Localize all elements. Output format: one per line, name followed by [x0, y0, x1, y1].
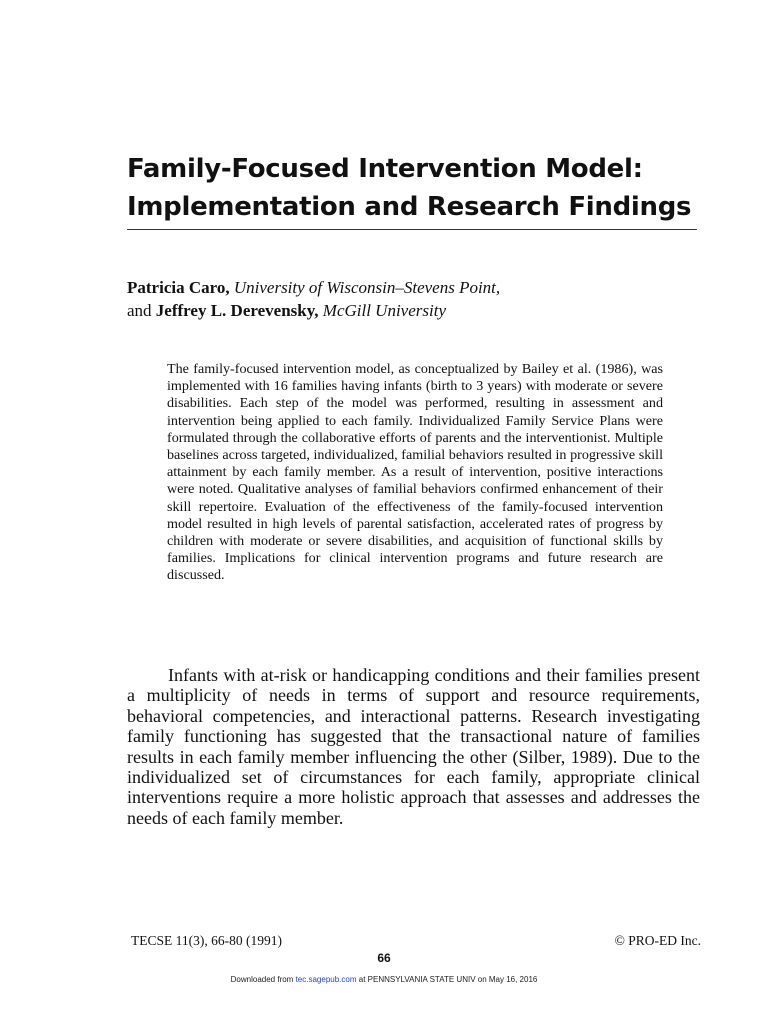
author-name-1: Patricia Caro,: [127, 278, 230, 297]
title-line-1: Family-Focused Intervention Model:: [127, 154, 643, 184]
author-conjunction: and: [127, 301, 152, 320]
abstract-paragraph: The family-focused intervention model, as conceptualized by Bailey et al. (1986), was implemented with 16 families having infants (birth to 3 years) with moderate or severe disabilities. Each step of the model was performed, resulting in assessment and intervention being applied to each family. Individualized Family Service Plans were formulated through the collaborative efforts of parents and the interventionist. Multiple baselines across targeted, individualized, familial behaviors resulted in progressive skill attainment by each family member. As a result of intervention, positive interactions were noted. Qualitative analyses of familial behaviors confirmed enhancement of their skill repertoire. Evaluation of the effectiveness of the family-focused intervention model resulted in high levels of parental satisfaction, accelerated rates of progress by children with moderate or severe disabilities, and acquisition of functional skills by families. Implications for clinical intervention programs and future research are discussed.: [167, 361, 663, 584]
download-prefix: Downloaded from: [230, 975, 294, 984]
title-line-2: Implementation and Research Findings: [127, 192, 692, 222]
author-line-2: [127, 299, 727, 322]
download-notice: [0, 975, 768, 984]
publisher-copyright: © PRO-ED Inc.: [614, 933, 701, 948]
journal-citation: TECSE 11(3), 66-80 (1991): [131, 933, 282, 948]
body-paragraph: Infants with at-risk or handicapping conditions and their families present a multiplicity of needs in terms of support and resource requirements, behavioral competencies, and interactional patterns. Research investigating family functioning has suggested that the transactional nature of families results in each family member influencing the other (Silber, 1989). Due to the individualized set of circumstances for each family, appropriate clinical interventions require a more holistic approach that assesses and addresses the needs of each family member.: [127, 665, 700, 828]
download-suffix: at PENNSYLVANIA STATE UNIV on May 16, 2016: [358, 975, 538, 984]
download-source-link[interactable]: tec.sagepub.com: [295, 975, 357, 984]
author-name-2: Jeffrey L. Derevensky,: [155, 301, 319, 320]
article-title: [127, 150, 727, 226]
page-number: 66: [377, 951, 391, 965]
author-line-1: [127, 276, 727, 299]
title-divider: [127, 229, 697, 230]
author-affiliation-1: University of Wisconsin–Stevens Point,: [233, 278, 501, 297]
author-affiliation-2: McGill University: [322, 301, 446, 320]
author-block: [127, 276, 727, 322]
